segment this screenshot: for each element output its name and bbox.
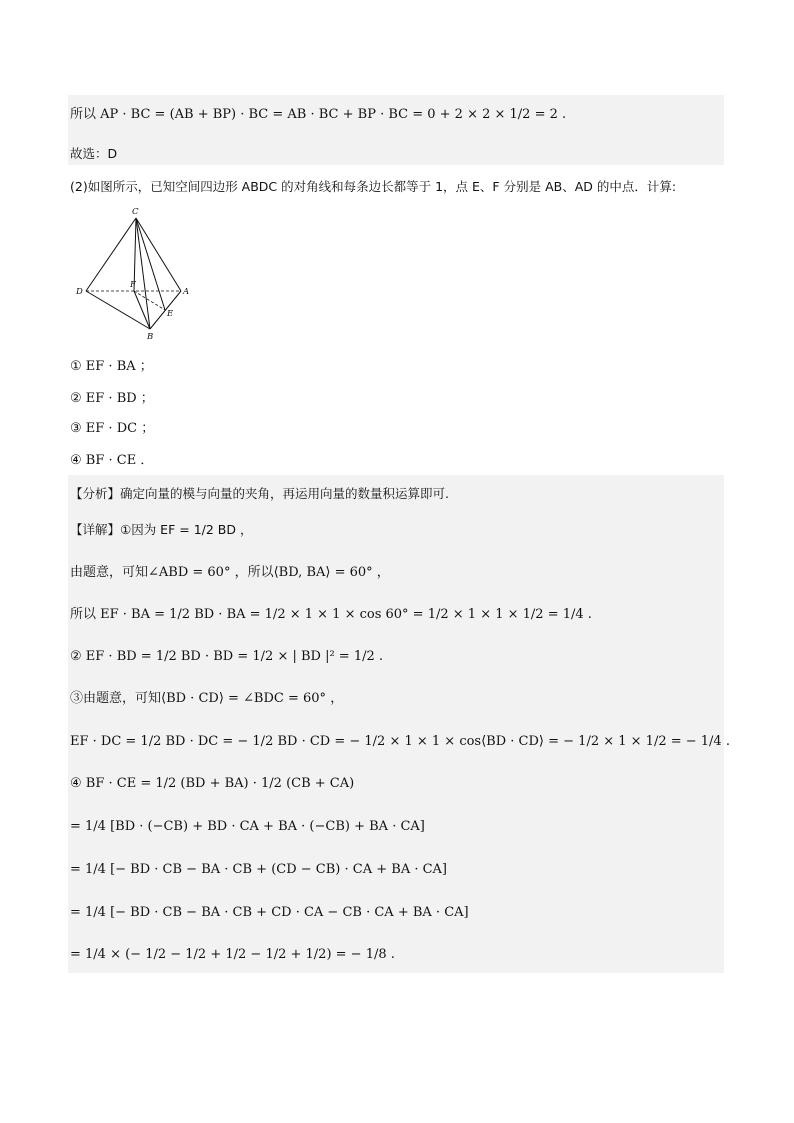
line-11: 所以 EF · BA = 1/2 BD · BA = 1/2 × 1 × 1 × cos 60° = 1/2 × 1 × 1 × 1/2 = 1/4 .	[70, 607, 592, 622]
label-D: D	[76, 287, 83, 297]
line-8: 【分析】确定向量的模与向量的夹角，再运用向量的数量积运算即可.	[70, 486, 449, 501]
label-C: C	[132, 207, 139, 217]
line-14: EF · DC = 1/2 BD · DC = − 1/2 BD · CD = − 1/2 × 1 × 1 × cos⟨BD · CD⟩ = − 1/2 × 1 × 1/2 = − 1/4 .	[70, 734, 730, 749]
tetrahedron-figure	[70, 205, 200, 345]
line-2: 故选：D	[70, 146, 118, 161]
label-E: E	[167, 309, 174, 319]
line-15: ④ BF · CE = 1/2 (BD + BA) · 1/2 (CB + CA)	[70, 776, 355, 791]
shade-block-solution	[68, 475, 730, 973]
line-5: ② EF · BD ；	[70, 391, 154, 406]
line-16: = 1/4 [BD · (−CB) + BD · CA + BA · (−CB) + BA · CA]	[70, 819, 425, 834]
line-3: (2)如图所示，已知空间四边形 ABDC 的对角线和每条边长都等于 1，点 E、F 分别是 AB、AD 的中点．计算:	[70, 179, 677, 194]
line-13: ③由题意，可知⟨BD · CD⟩ = ∠BDC = 60° ，	[70, 691, 344, 706]
line-17: = 1/4 [− BD · CB − BA · CB + (CD − CB) · CA + BA · CA]	[70, 862, 448, 877]
label-B: B	[147, 332, 154, 342]
line-9: 【详解】①因为 EF = 1/2 BD ，	[70, 522, 253, 537]
line-7: ④ BF · CE ．	[70, 453, 154, 468]
label-F: F	[130, 280, 136, 290]
line-4: ① EF · BA ；	[70, 359, 153, 374]
line-6: ③ EF · DC ；	[70, 421, 155, 436]
line-12: ② EF · BD = 1/2 BD · BD = 1/2 × | BD |² = 1/2 .	[70, 649, 384, 664]
line-1: 所以 AP · BC = (AB + BP) · BC = AB · BC + BP · BC = 0 + 2 × 2 × 1/2 = 2 .	[70, 107, 567, 122]
label-A: A	[183, 287, 190, 297]
line-10: 由题意，可知∠ABD = 60° ，所以⟨BD, BA⟩ = 60° ，	[70, 565, 390, 580]
line-18: = 1/4 [− BD · CB − BA · CB + CD · CA − CB · CA + BA · CA]	[70, 905, 469, 920]
line-19: = 1/4 × (− 1/2 − 1/2 + 1/2 − 1/2 + 1/2) = − 1/8 .	[70, 947, 395, 962]
